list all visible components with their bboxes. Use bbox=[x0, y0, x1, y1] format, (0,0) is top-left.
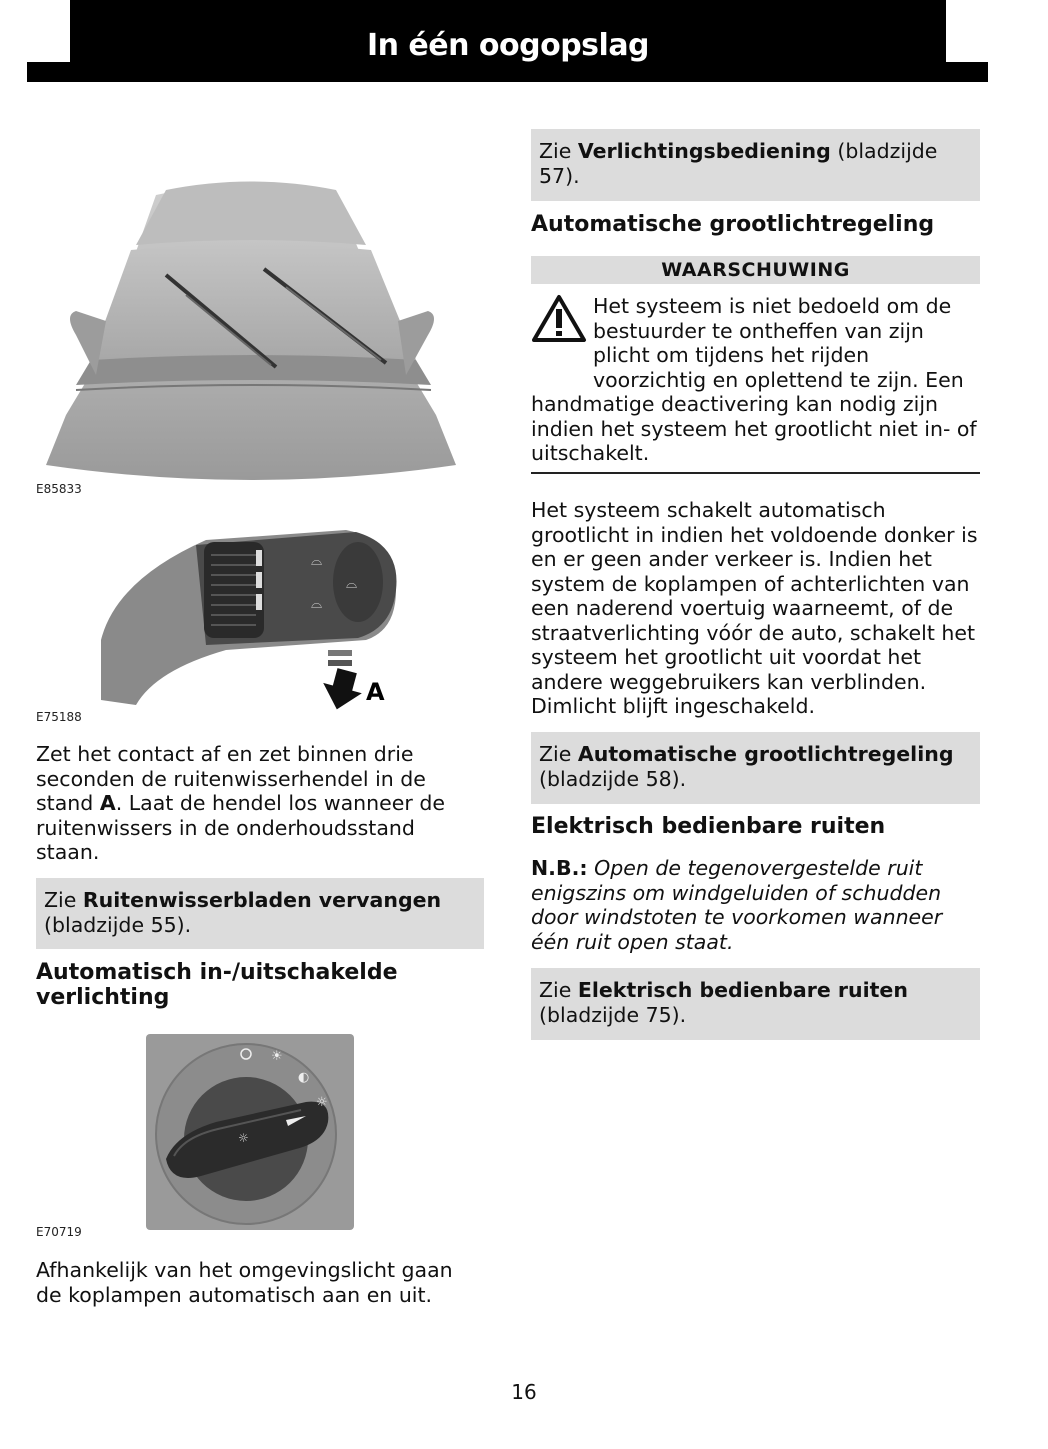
figure-code: E85833 bbox=[36, 482, 82, 496]
svg-text:⌓: ⌓ bbox=[346, 576, 358, 592]
svg-text:☀: ☀ bbox=[271, 1049, 283, 1064]
reference-link[interactable]: Ruitenwisserbladen vervangen bbox=[82, 888, 442, 912]
windows-heading: Elektrisch bedienbare ruiten bbox=[531, 814, 886, 839]
wiper-instructions: Zet het contact af en zet binnen drie seconden de ruitenwisserhendel in de stand A. Laat de hendel los wanneer de ruitenwissers in de onderhoudsstand staan. bbox=[36, 742, 445, 864]
auto-lights-heading: Automatisch in-/uitschakelde verlichting bbox=[36, 960, 398, 1010]
warning-title: WAARSCHUWING bbox=[531, 256, 980, 284]
high-beam-reference[interactable]: Zie Automatische grootlichtregeling (bladzijde 58). bbox=[531, 732, 980, 804]
light-switch-figure bbox=[146, 1034, 354, 1230]
wiper-lever-figure bbox=[96, 520, 406, 715]
high-beam-heading: Automatische grootlichtregeling bbox=[531, 212, 935, 237]
warning-divider bbox=[531, 472, 980, 474]
page-number: 16 bbox=[511, 1380, 537, 1404]
wiper-blade-reference[interactable]: Zie Ruitenwisserbladen vervangen (bladzijde 55). bbox=[36, 878, 484, 949]
figure-label-a: A bbox=[366, 678, 385, 706]
figure-code: E70719 bbox=[36, 1225, 82, 1239]
figure-code: E75188 bbox=[36, 710, 82, 724]
svg-text:⌓: ⌓ bbox=[311, 596, 323, 612]
reference-link[interactable]: Automatische grootlichtregeling bbox=[577, 742, 954, 766]
auto-lights-text: Afhankelijk van het omgevingslicht gaan de koplampen automatisch aan en uit. bbox=[36, 1258, 453, 1307]
svg-text:◐: ◐ bbox=[298, 1070, 310, 1085]
windshield-wipers-figure bbox=[36, 135, 466, 485]
warning-text: Het systeem is niet bedoeld om de bestuurder te ontheffen van zijn plicht om tijdens het rijden voorzichtig en oplettend te zijn. Een handmatige deactivering kan nodig zijn indien het systeem het grootlicht niet in- of uitschakelt. bbox=[531, 294, 977, 465]
svg-text:☼: ☼ bbox=[238, 1131, 249, 1145]
windows-note: N.B.: Open de tegenovergestelde ruit enigszins om windgeluiden of schudden door windstoten te voorkomen wanneer één ruit open staat. bbox=[531, 856, 943, 954]
reference-link[interactable]: Elektrisch bedienbare ruiten bbox=[577, 978, 908, 1002]
reference-link[interactable]: Verlichtingsbediening bbox=[577, 139, 831, 163]
windows-reference[interactable]: Zie Elektrisch bedienbare ruiten (bladzijde 75). bbox=[531, 968, 980, 1040]
high-beam-text: Het systeem schakelt automatisch grootlicht in indien het voldoende donker is en er geen ander verkeer is. Indien het system de koplampen of achterlichten van een naderend voertuig waarneemt, of de straatverlichting vóór de auto, schakelt het systeem het grootlicht uit voordat het andere weggebruikers kan verblinden. Dimlicht blijft ingeschakeld. bbox=[531, 498, 978, 718]
page-title: In één oogopslag bbox=[366, 28, 650, 63]
lighting-control-reference[interactable]: Zie Verlichtingsbediening (bladzijde 57). bbox=[531, 129, 980, 201]
svg-text:☼: ☼ bbox=[316, 1095, 328, 1110]
svg-text:⌓: ⌓ bbox=[311, 553, 323, 569]
